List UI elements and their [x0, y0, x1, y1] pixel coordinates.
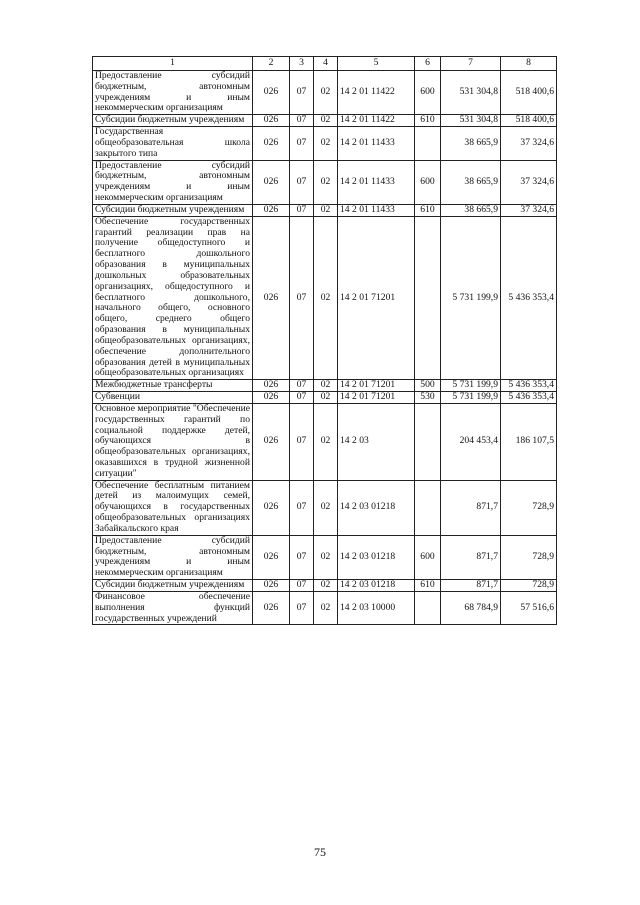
- grbs-cell: 026: [253, 580, 290, 592]
- subsection-cell: 02: [314, 204, 338, 216]
- amount-cell: 531 304,8: [441, 115, 501, 127]
- amount-cell: 5 731 199,9: [441, 392, 501, 404]
- section-cell: 07: [290, 160, 314, 204]
- amount-cell: 728,9: [501, 580, 557, 592]
- target-article-cell: 14 2 03 10000: [338, 591, 415, 624]
- row-name-cell: Предоставление субсидий бюджетным, автономным учреждениям и иным некоммерческим организациям: [93, 160, 253, 204]
- row-name-cell: Субсидии бюджетным учреждениям: [93, 580, 253, 592]
- header-cell: 3: [290, 57, 314, 71]
- table-row: [93, 392, 557, 404]
- row-name-cell: Субсидии бюджетным учреждениям: [93, 115, 253, 127]
- target-article-cell: 14 2 01 71201: [338, 392, 415, 404]
- row-name-cell: Государственная общеобразовательная школа закрытого типа: [93, 127, 253, 160]
- budget-table: [92, 56, 557, 625]
- target-article-cell: 14 2 01 71201: [338, 380, 415, 392]
- section-cell: 07: [290, 535, 314, 579]
- target-article-cell: 14 2 01 11422: [338, 71, 415, 115]
- target-article-cell: 14 2 01 11433: [338, 204, 415, 216]
- grbs-cell: 026: [253, 216, 290, 379]
- grbs-cell: 026: [253, 380, 290, 392]
- amount-cell: 57 516,6: [501, 591, 557, 624]
- target-article-cell: 14 2 03 01218: [338, 535, 415, 579]
- page-number: 75: [314, 845, 326, 859]
- table-header-row: [93, 57, 557, 71]
- grbs-cell: 026: [253, 591, 290, 624]
- row-name-cell: Основное мероприятие "Обеспечение государственных гарантий по социальной поддержке детей, обучающихся в общеобразовательных организациях, оказавшихся в трудной жизненной ситуации": [93, 403, 253, 480]
- section-cell: 07: [290, 591, 314, 624]
- expense-type-cell: [415, 127, 441, 160]
- subsection-cell: 02: [314, 160, 338, 204]
- amount-cell: 38 665,9: [441, 127, 501, 160]
- subsection-cell: 02: [314, 216, 338, 379]
- table-row: [93, 591, 557, 624]
- target-article-cell: 14 2 01 71201: [338, 216, 415, 379]
- subsection-cell: 02: [314, 115, 338, 127]
- grbs-cell: 026: [253, 127, 290, 160]
- header-cell: 6: [415, 57, 441, 71]
- amount-cell: 68 784,9: [441, 591, 501, 624]
- grbs-cell: 026: [253, 403, 290, 480]
- amount-cell: 186 107,5: [501, 403, 557, 480]
- expense-type-cell: 600: [415, 71, 441, 115]
- expense-type-cell: 500: [415, 380, 441, 392]
- row-name-cell: Предоставление субсидий бюджетным, автономным учреждениям и иным некоммерческим организациям: [93, 71, 253, 115]
- table-row: [93, 127, 557, 160]
- subsection-cell: 02: [314, 580, 338, 592]
- amount-cell: 5 436 353,4: [501, 380, 557, 392]
- row-name-cell: Обеспечение государственных гарантий реализации прав на получение общедоступного и бесплатного дошкольного образования в муниципальных дошкольных образовательных организациях, общедоступного и бесплатного дошкольного, начального общего, основного общего, среднего общего образования в муниципальных общеобразовательных организациях, обеспечение дополнительного образования детей в муниципальных общеобразовательных организациях: [93, 216, 253, 379]
- amount-cell: 5 436 353,4: [501, 392, 557, 404]
- amount-cell: 5 731 199,9: [441, 216, 501, 379]
- expense-type-cell: [415, 591, 441, 624]
- section-cell: 07: [290, 127, 314, 160]
- expense-type-cell: 610: [415, 580, 441, 592]
- expense-type-cell: 610: [415, 115, 441, 127]
- section-cell: 07: [290, 480, 314, 535]
- row-name-cell: Межбюджетные трансферты: [93, 380, 253, 392]
- amount-cell: 871,7: [441, 480, 501, 535]
- amount-cell: 38 665,9: [441, 204, 501, 216]
- amount-cell: 5 731 199,9: [441, 380, 501, 392]
- table-row: [93, 204, 557, 216]
- expense-type-cell: 600: [415, 160, 441, 204]
- grbs-cell: 026: [253, 160, 290, 204]
- expense-type-cell: 600: [415, 535, 441, 579]
- target-article-cell: 14 2 01 11433: [338, 160, 415, 204]
- header-cell: 1: [93, 57, 253, 71]
- row-name-cell: Обеспечение бесплатным питанием детей из малоимущих семей, обучающихся в государственных общеобразовательных организациях Забайкальского края: [93, 480, 253, 535]
- amount-cell: 204 453,4: [441, 403, 501, 480]
- expense-type-cell: [415, 480, 441, 535]
- header-cell: 2: [253, 57, 290, 71]
- grbs-cell: 026: [253, 71, 290, 115]
- section-cell: 07: [290, 216, 314, 379]
- table-row: [93, 480, 557, 535]
- amount-cell: 871,7: [441, 535, 501, 579]
- grbs-cell: 026: [253, 392, 290, 404]
- row-name-cell: Субсидии бюджетным учреждениям: [93, 204, 253, 216]
- header-cell: 7: [441, 57, 501, 71]
- grbs-cell: 026: [253, 480, 290, 535]
- subsection-cell: 02: [314, 403, 338, 480]
- expense-type-cell: [415, 216, 441, 379]
- amount-cell: 518 400,6: [501, 115, 557, 127]
- table-row: [93, 403, 557, 480]
- section-cell: 07: [290, 392, 314, 404]
- subsection-cell: 02: [314, 591, 338, 624]
- expense-type-cell: 610: [415, 204, 441, 216]
- subsection-cell: 02: [314, 480, 338, 535]
- amount-cell: 37 324,6: [501, 127, 557, 160]
- amount-cell: 871,7: [441, 580, 501, 592]
- row-name-cell: Предоставление субсидий бюджетным, автономным учреждениям и иным некоммерческим организациям: [93, 535, 253, 579]
- subsection-cell: 02: [314, 535, 338, 579]
- target-article-cell: 14 2 01 11433: [338, 127, 415, 160]
- row-name-cell: Финансовое обеспечение выполнения функций государственных учреждений: [93, 591, 253, 624]
- table-body: [93, 57, 557, 625]
- header-cell: 5: [338, 57, 415, 71]
- target-article-cell: 14 2 03: [338, 403, 415, 480]
- table-row: [93, 71, 557, 115]
- grbs-cell: 026: [253, 204, 290, 216]
- section-cell: 07: [290, 580, 314, 592]
- grbs-cell: 026: [253, 115, 290, 127]
- subsection-cell: 02: [314, 380, 338, 392]
- section-cell: 07: [290, 204, 314, 216]
- amount-cell: 518 400,6: [501, 71, 557, 115]
- table-row: [93, 160, 557, 204]
- expense-type-cell: 530: [415, 392, 441, 404]
- subsection-cell: 02: [314, 392, 338, 404]
- row-name-cell: Субвенции: [93, 392, 253, 404]
- amount-cell: 37 324,6: [501, 160, 557, 204]
- amount-cell: 531 304,8: [441, 71, 501, 115]
- amount-cell: 5 436 353,4: [501, 216, 557, 379]
- section-cell: 07: [290, 115, 314, 127]
- section-cell: 07: [290, 380, 314, 392]
- table-row: [93, 216, 557, 379]
- table-row: [93, 115, 557, 127]
- target-article-cell: 14 2 03 01218: [338, 480, 415, 535]
- table-row: [93, 535, 557, 579]
- table-row: [93, 580, 557, 592]
- subsection-cell: 02: [314, 127, 338, 160]
- amount-cell: 728,9: [501, 535, 557, 579]
- section-cell: 07: [290, 403, 314, 480]
- target-article-cell: 14 2 01 11422: [338, 115, 415, 127]
- subsection-cell: 02: [314, 71, 338, 115]
- amount-cell: 38 665,9: [441, 160, 501, 204]
- target-article-cell: 14 2 03 01218: [338, 580, 415, 592]
- header-cell: 4: [314, 57, 338, 71]
- amount-cell: 728,9: [501, 480, 557, 535]
- table-row: [93, 380, 557, 392]
- header-cell: 8: [501, 57, 557, 71]
- section-cell: 07: [290, 71, 314, 115]
- expense-type-cell: [415, 403, 441, 480]
- grbs-cell: 026: [253, 535, 290, 579]
- amount-cell: 37 324,6: [501, 204, 557, 216]
